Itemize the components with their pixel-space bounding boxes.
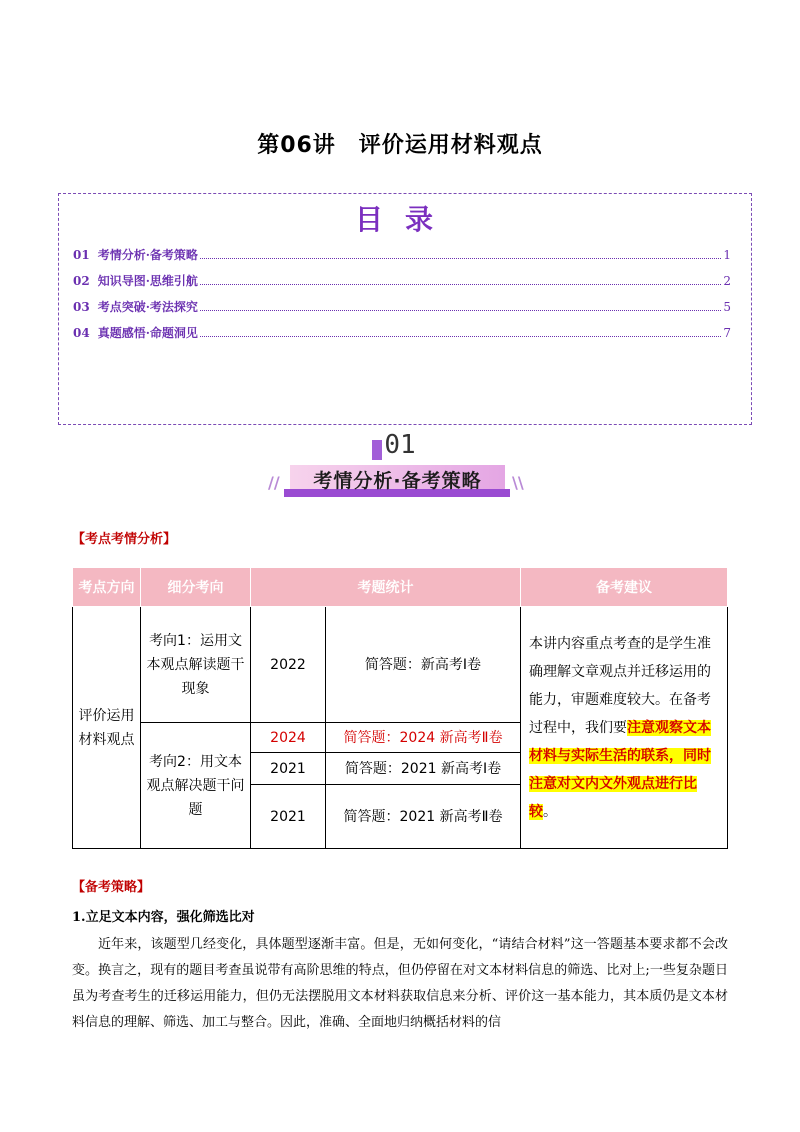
header-sub-direction: 细分考向 — [141, 568, 251, 607]
cell-year: 2022 — [251, 607, 326, 723]
toc-item-label: 考情分析·备考策略 — [97, 248, 198, 262]
toc-item-number: 01 — [73, 248, 90, 262]
advice-highlight: 注意观察文本材料与实际生活的联系，同时注意对文内文外观点进行比较 — [529, 719, 711, 820]
toc-item-number: 03 — [73, 300, 90, 314]
toc-item-1[interactable] — [73, 246, 731, 272]
table-header-row — [73, 568, 728, 607]
toc-leader-dots — [200, 327, 721, 337]
analysis-label: 【考点考情分析】 — [72, 532, 177, 547]
toc-list — [73, 246, 731, 350]
toc-item-page: 7 — [723, 326, 731, 340]
cell-year: 2021 — [251, 785, 326, 849]
advice-text: 本讲内容重点考查的是学生准确理解文章观点并迁移运用的能力，审题难度较大。在备考过程中，我们要 — [529, 635, 711, 736]
toc-item-label: 考点突破·考法探究 — [97, 300, 198, 314]
section-number: 01 — [384, 430, 416, 460]
advice-text-end: 。 — [543, 803, 557, 820]
cell-year: 2021 — [251, 753, 326, 785]
toc-leader-dots — [200, 301, 721, 311]
toc-item-page: 1 — [723, 248, 731, 262]
cell-description: 简答题：2024 新高考Ⅱ卷 — [326, 723, 521, 753]
cell-direction: 评价运用材料观点 — [73, 607, 141, 849]
toc-item-number: 04 — [73, 326, 90, 340]
cell-advice — [521, 607, 728, 849]
toc-item-page: 5 — [723, 300, 731, 314]
page-title: 第06讲 评价运用材料观点 — [257, 133, 543, 158]
cell-description: 简答题：2021 新高考Ⅰ卷 — [326, 753, 521, 785]
toc-item-page: 2 — [723, 274, 731, 288]
header-statistics: 考题统计 — [251, 568, 521, 607]
header-advice: 备考建议 — [521, 568, 728, 607]
toc-heading: 目录 — [354, 203, 455, 236]
toc-item-3[interactable] — [73, 298, 731, 324]
section-title: 考情分析·备考策略 — [313, 470, 482, 492]
banner-slash-right: \\ — [512, 473, 524, 492]
section-banner — [0, 463, 800, 503]
toc-item-label: 真题感悟·命题洞见 — [97, 326, 198, 340]
toc-item-number: 02 — [73, 274, 90, 288]
cell-sub-direction-2: 考向2：用文本观点解决题干问题 — [141, 723, 251, 849]
cell-year: 2024 — [251, 723, 326, 753]
strategy-label: 【备考策略】 — [72, 880, 151, 895]
toc-item-label: 知识导图·思维引航 — [97, 274, 198, 288]
toc-item-4[interactable] — [73, 324, 731, 350]
table-of-contents — [58, 193, 752, 425]
cell-description: 简答题：2021 新高考Ⅱ卷 — [326, 785, 521, 849]
exam-analysis-table — [72, 567, 728, 849]
banner-slash-left: // — [268, 473, 280, 492]
cell-sub-direction-1: 考向1：运用文本观点解读题干现象 — [141, 607, 251, 723]
strategy-point-title: 1.立足文本内容，强化筛选比对 — [72, 910, 255, 925]
header-direction: 考点方向 — [73, 568, 141, 607]
cell-description: 简答题：新高考Ⅰ卷 — [326, 607, 521, 723]
toc-leader-dots — [200, 249, 721, 259]
toc-leader-dots — [200, 275, 721, 285]
table-row — [73, 607, 728, 723]
strategy-paragraph: 近年来，该题型几经变化，具体题型逐渐丰富。但是，无如何变化，“请结合材料”这一答题基本要求都不会改变。换言之，现有的题目考查虽说带有高阶思维的特点，但仍停留在对文本材料信息的筛选、比对上;一些复杂题日虽为考查考生的迁移运用能力，但仍无法摆脱用文本材料获取信息来分析、评价这一基本能力，其本质仍是文本材料信息的理解、筛选、加工与整合。因此，准确、全面地归纳概括材料的信 — [72, 937, 728, 1030]
toc-item-2[interactable] — [73, 272, 731, 298]
